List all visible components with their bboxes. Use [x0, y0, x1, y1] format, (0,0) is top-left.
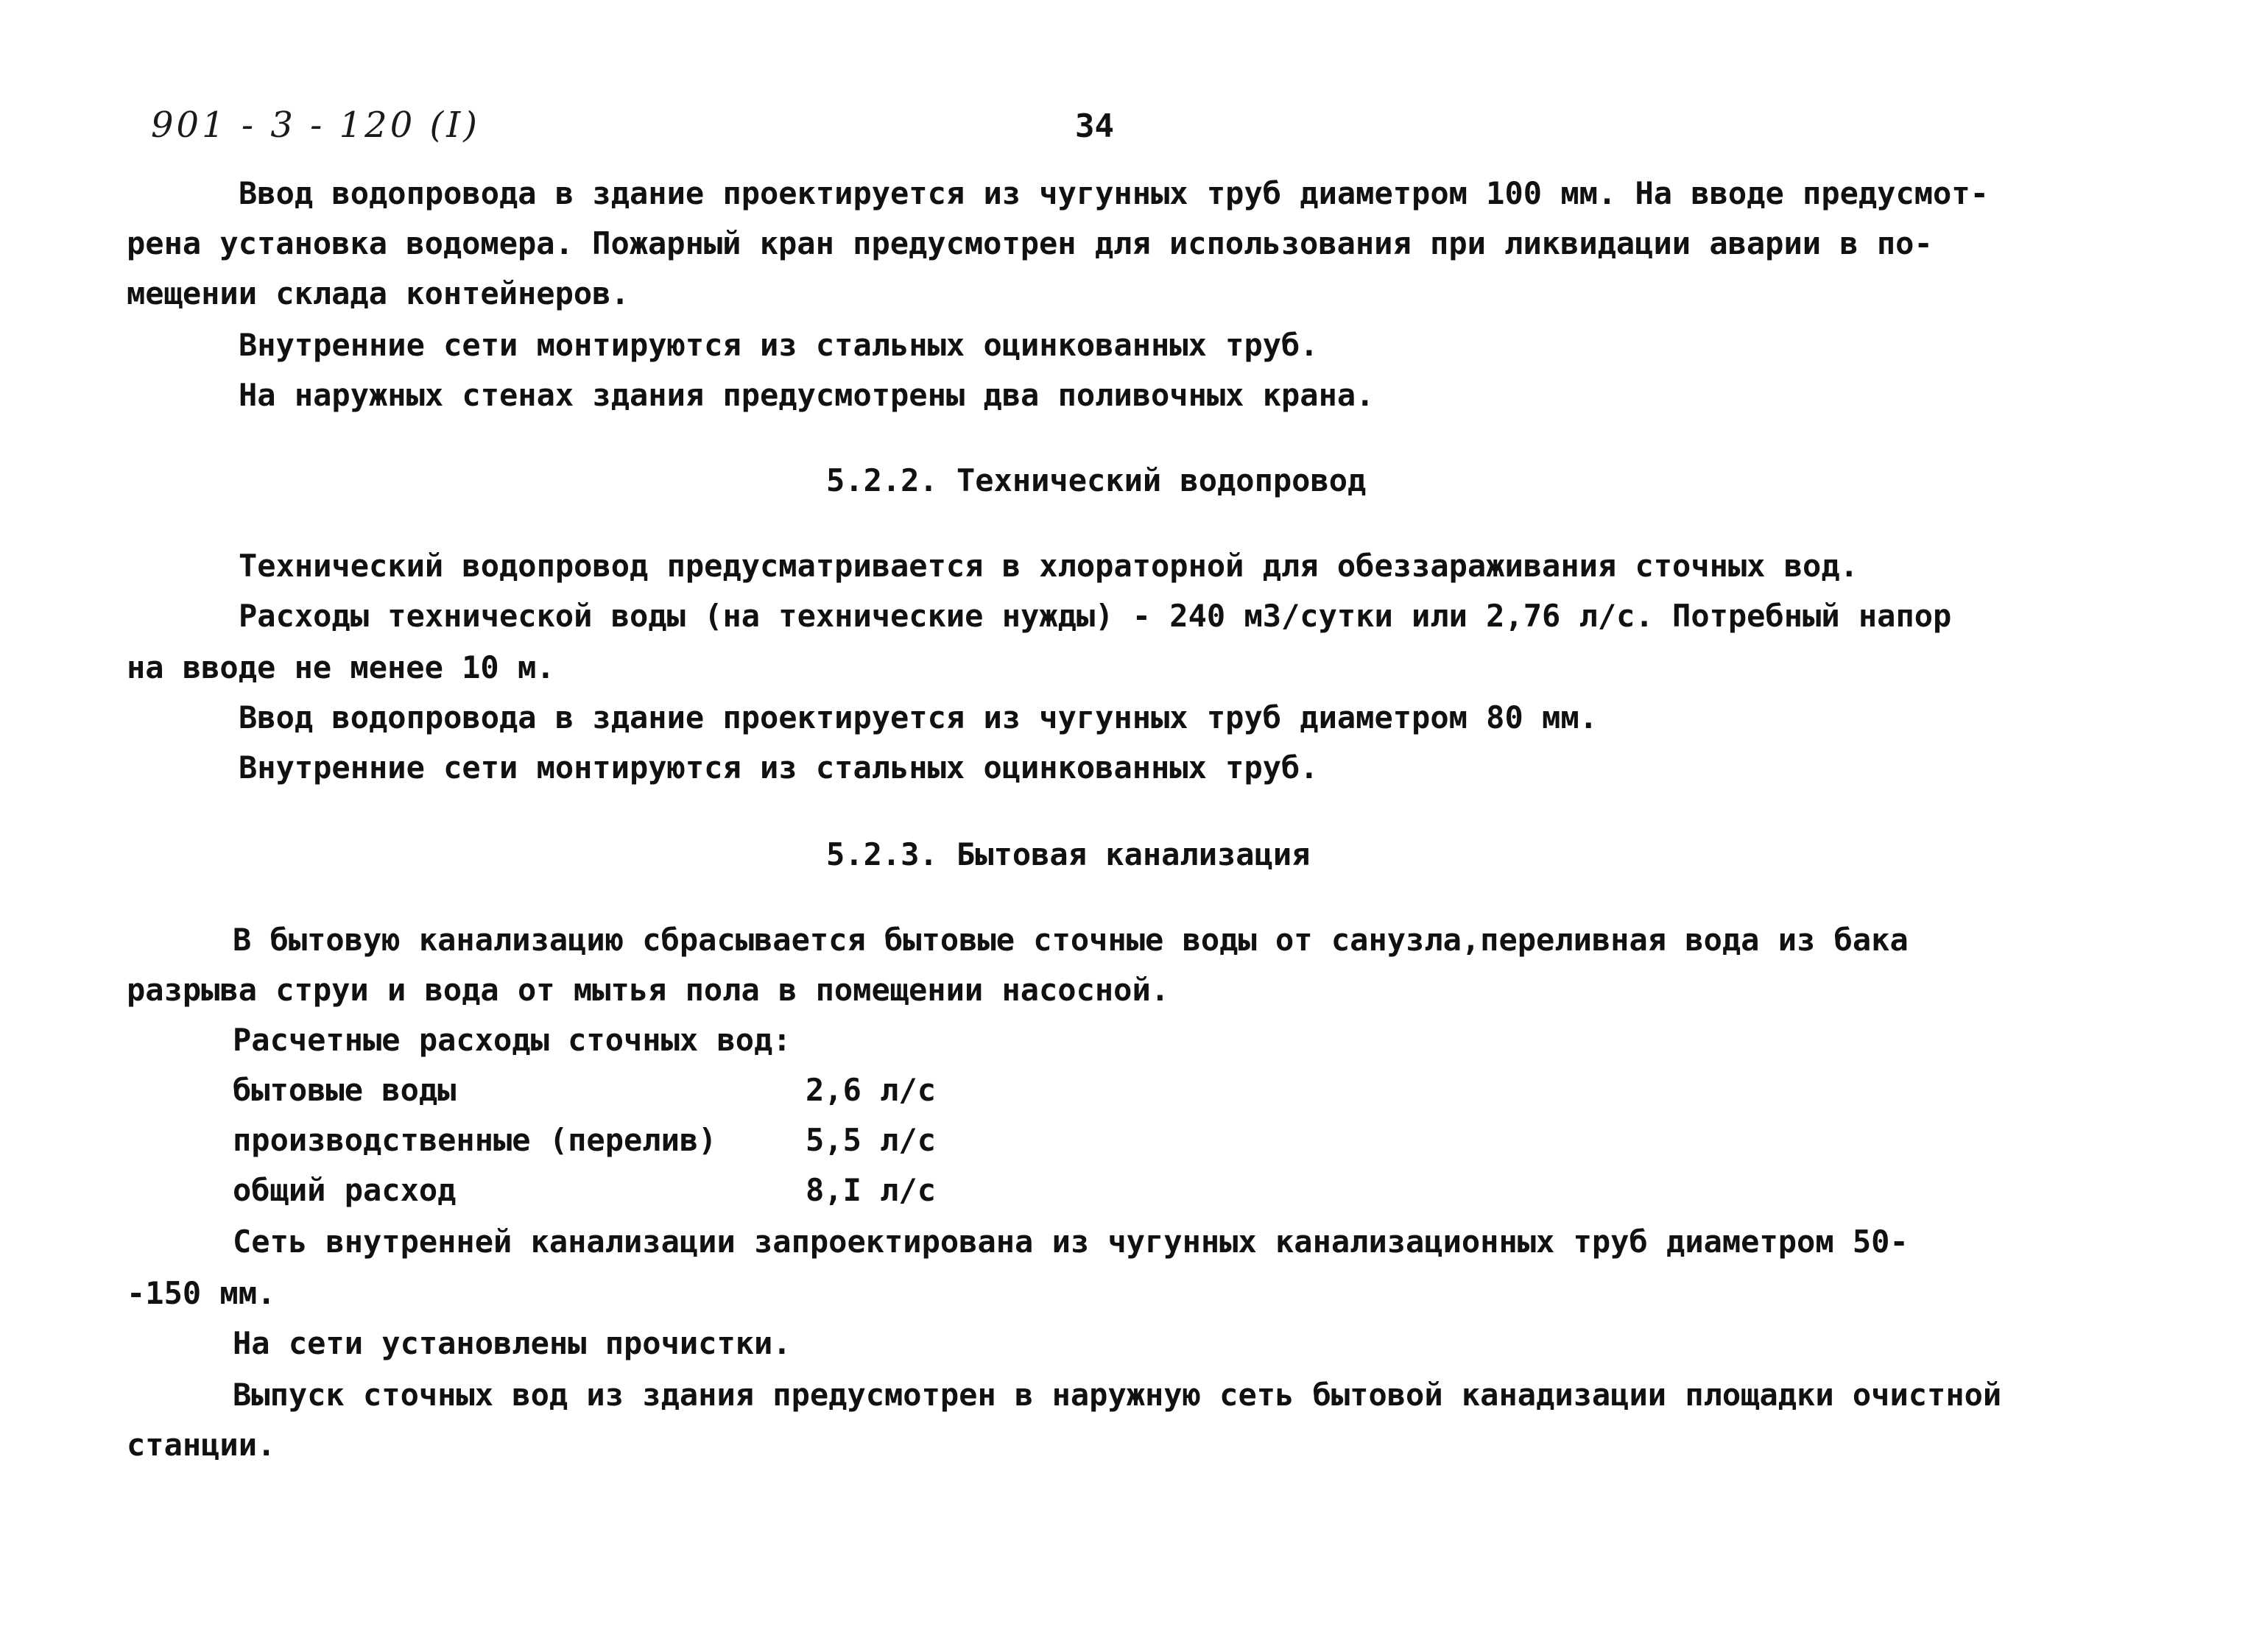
- paragraph-line: Ввод водопровода в здание проектируется из чугунных труб диаметром 80 мм.: [239, 699, 1598, 735]
- flow-value: 5,5 л/с: [806, 1122, 937, 1158]
- paragraph-line: -150 мм.: [127, 1275, 276, 1311]
- flow-name: общий расход: [233, 1172, 457, 1208]
- flows-caption: Расчетные расходы сточных вод:: [233, 1022, 792, 1058]
- section-heading: 5.2.2. Технический водопровод: [826, 462, 1367, 498]
- paragraph-line: рена установка водомера. Пожарный кран предусмотрен для использования при ликвидации аварии в по-: [127, 225, 1933, 261]
- paragraph-line: на вводе не менее 10 м.: [127, 649, 555, 685]
- section-heading: 5.2.3. Бытовая канализация: [826, 836, 1311, 872]
- flow-value: 2,6 л/с: [806, 1072, 937, 1108]
- paragraph-line: Ввод водопровода в здание проектируется из чугунных труб диаметром 100 мм. На вводе предусмот-: [239, 175, 1989, 211]
- paragraph-line: В бытовую канализацию сбрасывается бытовые сточные воды от санузла,переливная вода из бака: [233, 922, 1909, 958]
- paragraph-line: станции.: [127, 1427, 276, 1463]
- paragraph-line: Расходы технической воды (на технические нужды) - 240 м3/сутки или 2,76 л/с. Потребный напор: [239, 598, 1952, 634]
- paragraph-line: На наружных стенах здания предусмотрены два поливочных крана.: [239, 377, 1375, 413]
- paragraph-line: Внутренние сети монтируются из стальных оцинкованных труб.: [239, 327, 1319, 363]
- paragraph-line: На сети установлены прочистки.: [233, 1325, 792, 1361]
- paragraph-line: Выпуск сточных вод из здания предусмотрен в наружную сеть бытовой канадизации площадки очистной: [233, 1377, 2002, 1413]
- flow-name: производственные (перелив): [233, 1122, 717, 1158]
- flow-value: 8,I л/с: [806, 1172, 937, 1208]
- paragraph-line: Технический водопровод предусматривается в хлораторной для обеззараживания сточных вод.: [239, 548, 1858, 584]
- page-number: 34: [1075, 107, 1114, 145]
- paragraph-line: разрыва струи и вода от мытья пола в помещении насосной.: [127, 972, 1170, 1008]
- flow-name: бытовые воды: [233, 1072, 457, 1108]
- paragraph-line: мещении склада контейнеров.: [127, 275, 630, 311]
- document-code: 901 - 3 - 120 (I): [151, 105, 480, 146]
- paragraph-line: Внутренние сети монтируются из стальных оцинкованных труб.: [239, 749, 1319, 786]
- paragraph-line: Сеть внутренней канализации запроектирована из чугунных канализационных труб диаметром 50-: [233, 1224, 1909, 1260]
